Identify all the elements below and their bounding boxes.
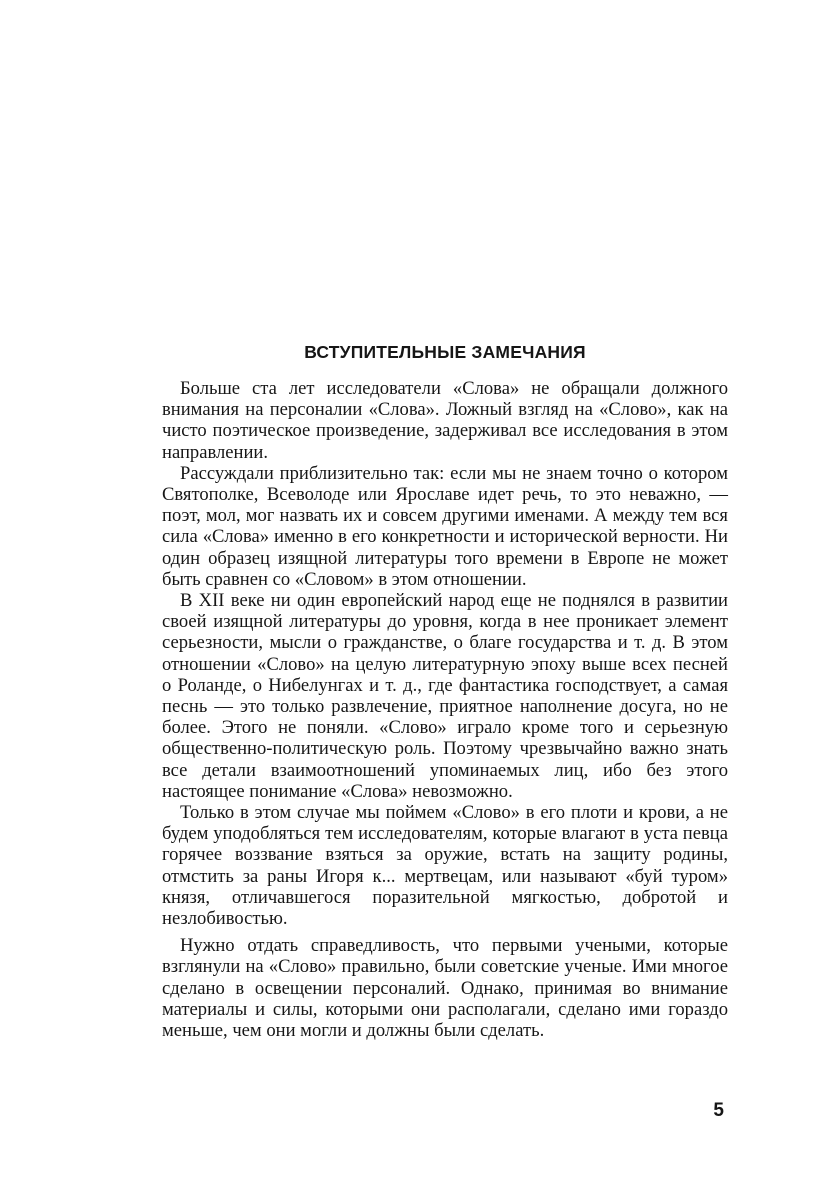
paragraph-1: Больше ста лет исследователи «Слова» не обращали должного внимания на персоналии «Слова». Ложный взгляд на «Слово», как на чисто поэтическое произведение, задерживал все исследования в этом направлении. bbox=[162, 378, 728, 463]
chapter-title: ВСТУПИТЕЛЬНЫЕ ЗАМЕЧАНИЯ bbox=[304, 342, 586, 362]
paragraph-4: Только в этом случае мы поймем «Слово» в его плоти и крови, а не будем уподобляться тем исследователям, которые влагают в уста певца горячее воззвание взяться за оружие, встать на защиту родины, отмстить за раны Игоря к... мертвецам, или называют «буй туром» князя, отличавшегося поразительной мягкостью, добротой и незлобивостью. bbox=[162, 802, 728, 930]
page-number: 5 bbox=[713, 1100, 724, 1121]
paragraph-3: В XII веке ни один европейский народ еще не поднялся в развитии своей изящной литературы до уровня, когда в нее проникает элемент серьезности, мысли о гражданстве, о благе государства и т. д. В этом отношении «Слово» на целую литературную эпоху выше всех песней о Роланде, о Нибелунгах и т. д., где фантастика господствует, а самая песнь — это только развлечение, приятное наполнение досуга, но не более. Этого не поняли. «Слово» играло кроме того и серьезную общественно-политическую роль. Поэтому чрезвычайно важно знать все детали взаимоотношений упоминаемых лиц, ибо без этого настоящее понимание «Слова» невозможно. bbox=[162, 590, 728, 802]
paragraph-5: Нужно отдать справедливость, что первыми учеными, которые взглянули на «Слово» правильно, были советские ученые. Ими многое сделано в освещении персоналий. Однако, принимая во внимание материалы и силы, которыми они располагали, сделано ими гораздо меньше, чем они могли и должны были сделать. bbox=[162, 935, 728, 1042]
paragraph-2: Рассуждали приблизительно так: если мы не знаем точно о котором Святополке, Всеволоде или Ярославе идет речь, то это неважно, — поэт, мол, мог назвать их и совсем другими именами. А между тем вся сила «Слова» именно в его конкретности и исторической верности. Ни один образец изящной литературы того времени в Европе не может быть сравнен со «Словом» в этом отношении. bbox=[162, 462, 728, 590]
body-text bbox=[162, 378, 728, 1041]
